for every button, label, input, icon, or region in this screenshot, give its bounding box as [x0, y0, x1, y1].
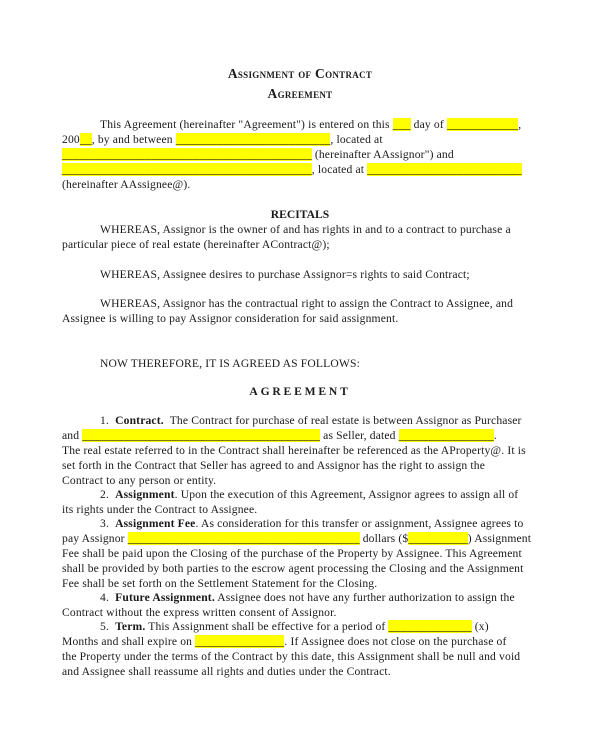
blank-day[interactable]: ___ — [392, 118, 411, 131]
blank-month[interactable]: ____________ — [446, 118, 519, 131]
section-2-title: Assignment — [115, 488, 175, 501]
document-title-line1: Assignment of Contract — [227, 66, 373, 81]
agreement-heading: AGREEMENT — [249, 385, 351, 398]
blank-year[interactable]: __ — [79, 133, 92, 146]
blank-fee-amount[interactable]: _______________________________________ — [127, 532, 360, 545]
section-5-line-4: and Assignee shall reassume all rights and duties under the Contract. — [62, 665, 391, 678]
section-1-line-4: set forth in the Contract that Seller has agreed to and Assignor has the right to assign the — [62, 459, 486, 472]
blank-assignee-name[interactable]: __________________________________________ — [62, 163, 312, 176]
now-therefore: NOW THEREFORE, IT IS AGREED AS FOLLOWS: — [100, 357, 360, 370]
blank-assignor-address[interactable]: __________________________________________ — [62, 148, 312, 161]
section-3-line-1: 3. Assignment Fee. As consideration for this transfer or assignment, Assignee agrees to — [100, 517, 524, 530]
section-4-line-1: 4. Future Assignment. Assignee does not have any further authorization to assign the — [100, 591, 515, 604]
section-3-line-3: Fee shall be paid upon the Closing of the purchase of the Property by Assignee. This Agreement — [62, 547, 522, 560]
intro-line-1: This Agreement (hereinafter "Agreement") is entered on this ___ day of ____________, — [100, 118, 522, 131]
intro-line-2: 200__, by and between __________________________, located at — [62, 133, 383, 146]
section-4-title: Future Assignment. — [115, 591, 215, 604]
blank-assignee-address[interactable]: __________________________ — [367, 163, 522, 176]
section-3-line-2: pay Assignor _______________________________________ dollars ($__________) Assignment — [62, 532, 532, 545]
section-5-line-3: the Property under the terms of the Contract by this date, this Assignment shall be null and void — [62, 650, 521, 663]
blank-fee-dollars[interactable]: __________ — [408, 532, 468, 545]
section-5-line-1: 5. Term. This Assignment shall be effective for a period of ______________ (x) — [100, 620, 489, 633]
blank-assignor-name[interactable]: __________________________ — [175, 133, 331, 146]
section-4-line-2: Contract without the express written consent of Assignor. — [62, 606, 337, 619]
recital-1-line-1: WHEREAS, Assignor is the owner of and has rights in and to a contract to purchase a — [100, 223, 511, 236]
section-1-title: Contract. — [115, 414, 164, 427]
recital-1-line-2: particular piece of real estate (hereinafter AContract@); — [62, 238, 330, 251]
recital-3-line-2: Assignee is willing to pay Assignor consideration for said assignment. — [62, 312, 399, 325]
document-title-line2: Agreement — [267, 86, 333, 101]
section-5-title: Term. — [115, 620, 146, 633]
recitals-heading: RECITALS — [270, 208, 330, 221]
intro-line-5: (hereinafter AAssignee@). — [62, 178, 191, 191]
intro-line-4: __________________________________________, located at __________________________ — [62, 163, 522, 176]
section-3-title: Assignment Fee — [115, 517, 196, 530]
section-1-line-1: 1. Contract. The Contract for purchase of real estate is between Assignor as Purchaser — [100, 414, 522, 427]
recital-3-line-1: WHEREAS, Assignor has the contractual right to assign the Contract to Assignee, and — [100, 297, 514, 310]
section-1-line-2: and ________________________________________ as Seller, dated ________________. — [62, 429, 497, 442]
section-2-line-2: its rights under the Contract to Assignee. — [62, 503, 258, 516]
blank-period[interactable]: ______________ — [388, 620, 472, 633]
section-2-line-1: 2. Assignment. Upon the execution of this Agreement, Assignor agrees to assign all of — [100, 488, 519, 501]
section-3-line-4: shall be provided by both parties to the escrow agent processing the Closing and the Assignment — [62, 562, 524, 575]
section-1-line-3: The real estate referred to in the Contract shall hereinafter be referenced as the AProperty@. It is — [62, 444, 526, 457]
section-3-line-5: Fee shall be set forth on the Settlement Statement for the Closing. — [62, 577, 378, 590]
blank-expire-date[interactable]: _______________ — [195, 635, 285, 648]
intro-line-3: __________________________________________ (hereinafter AAssignor") and — [62, 148, 454, 161]
recital-2: WHEREAS, Assignee desires to purchase Assignor=s rights to said Contract; — [100, 268, 470, 281]
blank-contract-date[interactable]: ________________ — [398, 429, 494, 442]
section-1-line-5: Contract to any person or entity. — [62, 474, 217, 487]
blank-seller[interactable]: ________________________________________ — [82, 429, 321, 442]
section-5-line-2: Months and shall expire on _______________. If Assignee does not close on the purchase of — [62, 635, 507, 648]
